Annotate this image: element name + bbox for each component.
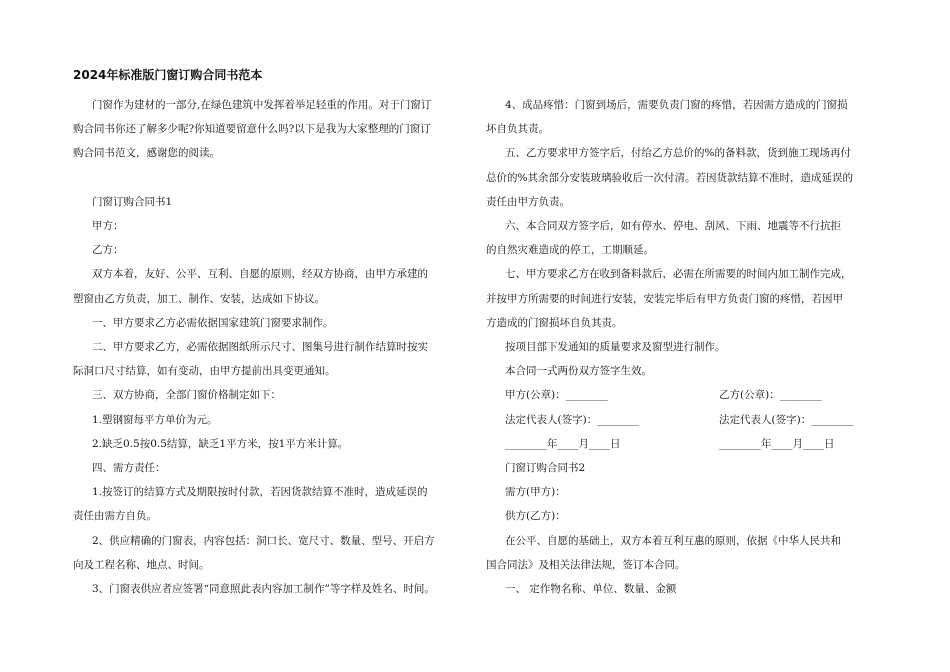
paragraph-line: 需方(甲方)：	[505, 486, 566, 499]
paragraph-line: 门窗订购合同书1	[92, 195, 173, 208]
signature-row	[486, 432, 878, 456]
paragraph-line: 三、双方协商，全部门窗价格制定如下：	[92, 389, 281, 402]
party-a-signature: 法定代表人(签字)：________	[505, 413, 640, 426]
paragraph-line: 双方本着，友好、公平、互利、自愿的原则，经双方协商，由甲方承建的	[92, 268, 428, 281]
continuation-line: 际洞口尺寸结算，如有变动，由甲方提前出具变更通知。	[73, 365, 336, 378]
party-a-signature: ________年____月____日	[505, 437, 621, 450]
party-a-signature: 甲方(公章)：________	[505, 389, 608, 402]
paragraph-line: 2.缺乏0.5按0.5结算，缺乏1平方米，按1平方米计算。	[92, 437, 349, 450]
party-b-signature: ________年____月____日	[719, 437, 835, 450]
continuation-line: 国合同法》及相关法律法规，签订本合同。	[486, 558, 686, 571]
continuation-line: 购合同书范文，感谢您的阅读。	[73, 147, 220, 160]
signature-row	[486, 383, 878, 407]
paragraph-line: 二、甲方要求乙方，必需依据图纸所示尺寸、图集号进行制作结算时按实	[92, 341, 428, 354]
continuation-line: 总价的%其余部分安装玻璃验收后一次付清。若因货款结算不准时，造成延误的	[486, 171, 853, 184]
signature-row	[486, 408, 878, 432]
left-column	[73, 93, 463, 601]
continuation-line: 责任由甲方负责。	[486, 195, 570, 208]
blank-line	[73, 166, 463, 190]
paragraph-line: 六、本合同双方签字后，如有停水、停电、刮风、下雨、地震等不行抗拒	[505, 220, 841, 233]
continuation-line: 并按甲方所需要的时间进行安装，安装完毕后有甲方负责门窗的疼惜，若因甲	[486, 292, 843, 305]
party-b-signature: 乙方(公章)：________	[719, 389, 822, 402]
continuation-line: 向及工程名称、地点、时间。	[73, 558, 210, 571]
right-top-section	[486, 93, 878, 383]
paragraph-line: 1.按签订的结算方式及期限按时付款，若因货款结算不准时，造成延误的	[92, 486, 428, 499]
continuation-line: 方造成的门窗损坏自负其责。	[486, 316, 623, 329]
paragraph-line: 乙方：	[92, 244, 124, 257]
paragraph-line: 按项目部下发通知的质量要求及窗型进行制作。	[505, 341, 726, 354]
continuation-line: 塑窗由乙方负责，加工、制作、安装，达成如下协议。	[73, 292, 325, 305]
continuation-line: 购合同书你还了解多少呢?你知道要留意什么吗?以下是我为大家整理的门窗订	[73, 123, 431, 136]
paragraph-line: 门窗订购合同书2	[505, 462, 586, 474]
paragraph-line: 甲方：	[92, 220, 124, 232]
paragraph-line: 七、甲方要求乙方在收到备料款后，必需在所需要的时间内加工制作完成，	[505, 268, 852, 281]
continuation-line: 的自然灾难造成的停工，工期顺延。	[486, 244, 654, 257]
paragraph-line: 本合同一式两份双方签字生效。	[505, 365, 652, 378]
right-column	[486, 93, 878, 601]
continuation-line: 坏自负其责。	[486, 123, 549, 136]
paragraph-line: 3、门窗表供应者应签署“同意照此表内容加工制作”等字样及姓名、时间。	[92, 583, 435, 596]
paragraph-line: 四、需方责任：	[92, 462, 166, 475]
paragraph-line: 一、甲方要求乙方必需依据国家建筑门窗要求制作。	[92, 316, 334, 329]
paragraph-line: 供方(乙方)：	[505, 510, 566, 523]
paragraph-line: 2、供应精确的门窗表，内容包括：洞口长、宽尺寸、数量、型号、开启方	[92, 534, 435, 547]
paragraph-line: 4、成品疼惜：门窗到场后，需要负责门窗的疼惜，若因需方造成的门窗损	[505, 99, 848, 111]
document-title: 2024年标准版门窗订购合同书范本	[73, 68, 263, 82]
paragraph-line: 五、乙方要求甲方签字后，付给乙方总价的%的备料款，货到施工现场再付	[505, 147, 851, 160]
paragraph-line: 在公平、自愿的基础上，双方本着互利互惠的原则，依据《中华人民共和	[505, 534, 841, 547]
continuation-line: 责任由需方自负。	[73, 510, 157, 523]
signature-block	[486, 383, 878, 456]
party-b-signature: 法定代表人(签字)：________	[719, 413, 854, 426]
paragraph-line: 门窗作为建材的一部分,在绿色建筑中发挥着举足轻重的作用。对于门窗订	[92, 99, 432, 111]
right-bottom-section	[486, 456, 878, 601]
paragraph-line: 一、 定作物名称、单位、数量、金额	[505, 583, 677, 596]
paragraph-line: 1.塑钢窗每平方单价为元。	[92, 413, 218, 426]
